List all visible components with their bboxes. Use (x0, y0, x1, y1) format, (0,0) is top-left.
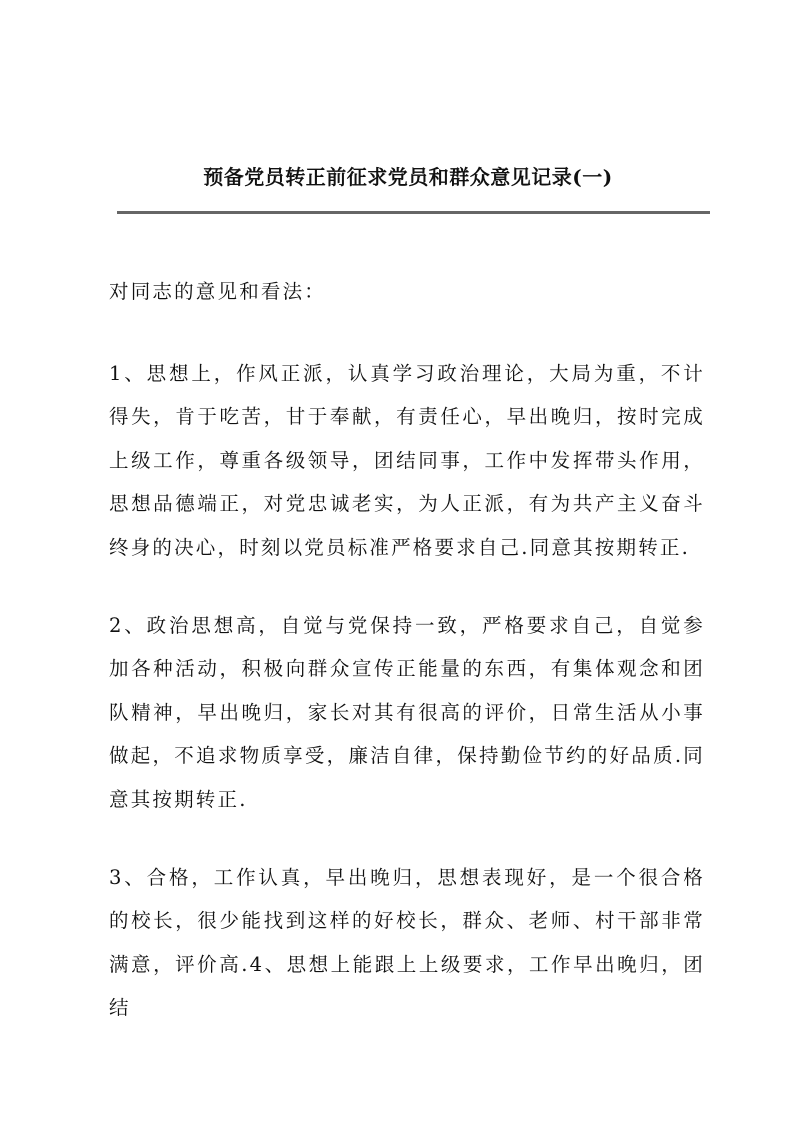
title-underline (117, 211, 710, 214)
opinion-paragraph-2: 2、政治思想高，自觉与党保持一致，严格要求自己，自觉参加各种活动，积极向群众宣传正能量的东西，有集体观念和团队精神，早出晚归，家长对其有很高的评价，日常生活从小事做起，不追求物质享受，廉洁自律，保持勤俭节约的好品质.同意其按期转正. (109, 614, 705, 811)
opinion-paragraph-1: 1、思想上，作风正派，认真学习政治理论，大局为重，不计得失，肯于吃苦，甘于奉献，有责任心，早出晚归，按时完成上级工作，尊重各级领导，团结同事，工作中发挥带头作用，思想品德端正，对党忠诚老实，为人正派，有为共产主义奋斗终身的决心，时刻以党员标准严格要求自己.同意其按期转正. (109, 362, 705, 559)
opinion-paragraph-3: 3、合格，工作认真，早出晚归，思想表现好，是一个很合格的校长，很少能找到这样的好校长，群众、老师、村干部非常满意，评价高.4、思想上能跟上上级要求，工作早出晚归，团结 (109, 866, 705, 1020)
intro-line: 对同志的意见和看法： (109, 280, 327, 303)
document-title: 预备党员转正前征求党员和群众意见记录(一) (203, 165, 613, 189)
